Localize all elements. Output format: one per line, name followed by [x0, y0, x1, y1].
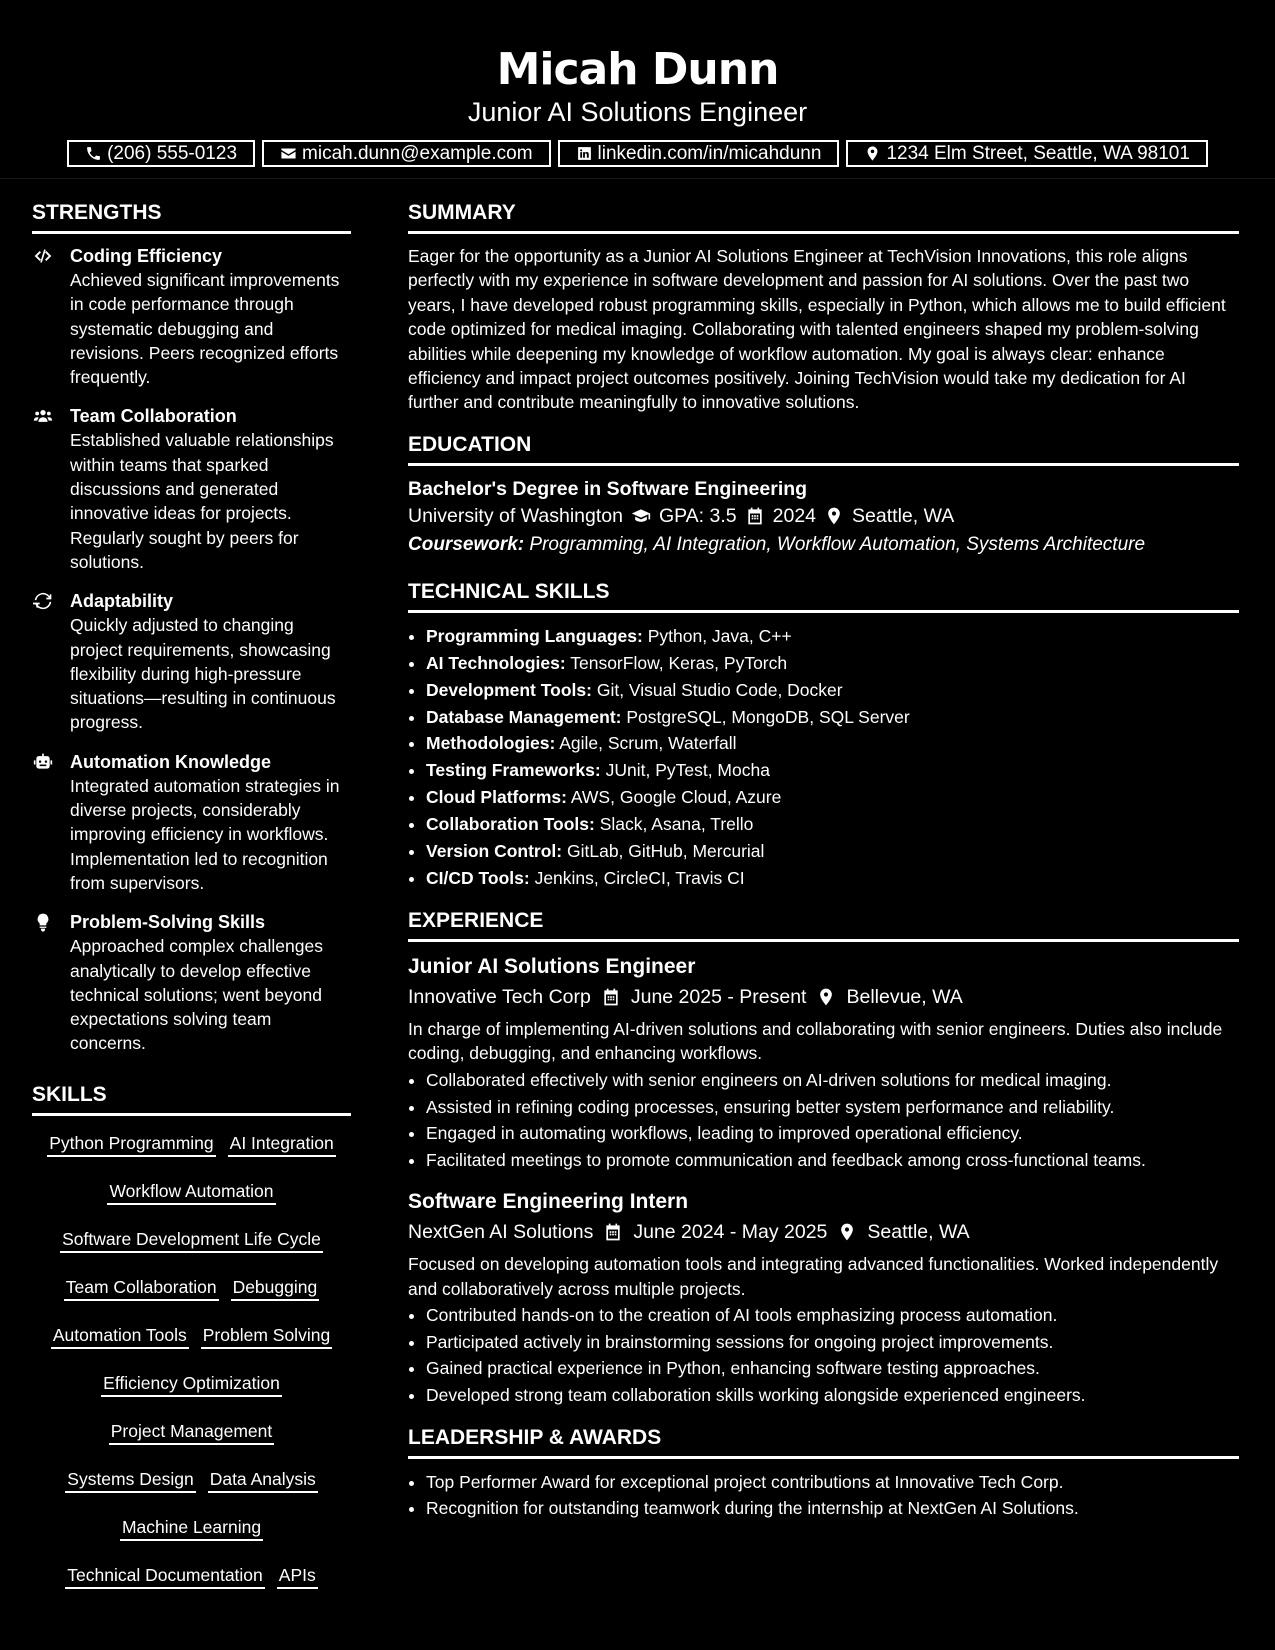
tech-skill-label: CI/CD Tools:: [426, 868, 530, 888]
contact-email-text: micah.dunn@example.com: [302, 142, 533, 164]
candidate-name: Micah Dunn: [496, 44, 779, 95]
list-item: • Gained practical experience in Python, enhancing software testing approaches.: [426, 1355, 1239, 1382]
list-item: • Contributed hands-on to the creation of AI tools emphasizing process automation.: [426, 1302, 1239, 1329]
school-location: Seattle, WA: [852, 504, 955, 527]
tech-skill-value: TensorFlow, Keras, PyTorch: [570, 652, 788, 673]
calendar-icon: [745, 506, 765, 526]
strength-text: Integrated automation strategies in diverse projects, considerably improving efficiency in workflows. Implementation led to recognition from supervisors.: [70, 775, 340, 893]
map-pin-icon: [837, 1222, 857, 1242]
skill-tag: APIs: [277, 1564, 318, 1589]
skill-tag: Python Programming: [47, 1132, 215, 1157]
gpa: GPA: 3.5: [658, 504, 737, 527]
technical-skills-list: [408, 623, 1239, 892]
users-icon: [32, 406, 54, 426]
strength-item: [32, 589, 351, 734]
technical-skills-heading: TECHNICAL SKILLS: [408, 577, 1239, 613]
strength-text: Approached complex challenges analytically to develop effective technical solutions; went beyond expectations solving team concerns.: [70, 936, 323, 1054]
code-icon: [32, 246, 54, 266]
skill-tag: Technical Documentation: [65, 1564, 265, 1589]
awards-list: [408, 1469, 1239, 1522]
tech-skill-label: AI Technologies:: [426, 652, 566, 673]
summary-text: Eager for the opportunity as a Junior AI Solutions Engineer at TechVision Innovations, this role aligns perfectly with my experience in software development and passion for AI solutions. Over the past two years, I have developed robust programming skills, especially in Python, which allows me to build efficient code optimized for medical imaging. Collaborating with talented engineers shaped my problem-solving abilities while deepening my knowledge of workflow automation. My goal is always clear: enhance efficiency and impact project outcomes positively. Joining TechVision would take my dedication for AI further and contribute meaningfully to innovative solutions.: [408, 246, 1226, 413]
list-item: [426, 757, 1239, 784]
skill-tag: Workflow Automation: [107, 1180, 275, 1205]
job-company: Innovative Tech Corp: [408, 985, 591, 1008]
strength-text: Established valuable relationships within teams that sparked discussions and generated innovative ideas for projects. Regularly sought by peers for solutions.: [70, 430, 334, 572]
job-dates: June 2024 - May 2025: [633, 1221, 828, 1244]
list-item: • Top Performer Award for exceptional project contributions at Innovative Tech Corp.: [426, 1469, 1239, 1496]
candidate-title: Junior AI Solutions Engineer: [467, 97, 808, 127]
tech-skill-value: Agile, Scrum, Waterfall: [559, 733, 737, 754]
lightbulb-icon: [32, 912, 54, 932]
job-description: In charge of implementing AI-driven solutions and collaborating with senior engineers. Duties also include coding, debugging, and enhancing workflows.: [408, 1018, 1223, 1064]
list-item: [426, 704, 1239, 731]
tech-skill-value: GitLab, GitHub, Mercurial: [567, 841, 765, 862]
skill-tag: AI Integration: [228, 1132, 336, 1157]
right-column: [408, 198, 1239, 1522]
list-item: • Developed strong team collaboration skills working alongside experienced engineers.: [426, 1382, 1239, 1409]
job-bullets: [408, 1302, 1239, 1408]
job-entry: [408, 1187, 1239, 1408]
tech-skill-label: Programming Languages:: [426, 625, 643, 646]
tech-skill-label: Version Control:: [426, 841, 563, 862]
contact-address-text: 1234 Elm Street, Seattle, WA 98101: [886, 142, 1190, 164]
job-meta: [408, 981, 1239, 1013]
list-item: [426, 650, 1239, 677]
robot-icon: [32, 752, 54, 772]
tech-skill-value: Git, Visual Studio Code, Docker: [596, 679, 843, 700]
list-item: • Participated actively in brainstorming sessions for ongoing project improvements.: [426, 1329, 1239, 1356]
job-dates: June 2025 - Present: [630, 985, 807, 1008]
skill-tag: Machine Learning: [120, 1516, 263, 1541]
list-item: • Collaborated effectively with senior engineers on AI-driven solutions for medical imaging.: [426, 1067, 1239, 1094]
list-item: [426, 677, 1239, 704]
calendar-icon: [603, 1222, 623, 1242]
calendar-icon: [601, 987, 621, 1007]
tech-skill-value: JUnit, PyTest, Mocha: [605, 760, 770, 781]
map-pin-icon: [816, 987, 836, 1007]
contact-bar: [0, 140, 1275, 167]
contact-phone-text: (206) 555-0123: [107, 142, 238, 164]
strength-item: [32, 404, 351, 574]
strength-text: Achieved significant improvements in code performance through systematic debugging and revisions. Peers recognized efforts frequently.: [70, 270, 340, 388]
map-pin-icon: [824, 506, 844, 526]
tech-skill-label: Cloud Platforms:: [426, 787, 567, 808]
list-item: • Engaged in automating workflows, leading to improved operational efficiency.: [426, 1120, 1239, 1147]
tech-skill-value: Slack, Asana, Trello: [599, 814, 754, 835]
strength-title: Problem-Solving Skills: [70, 912, 266, 933]
sync-icon: [32, 591, 54, 611]
list-item: • Recognition for outstanding teamwork during the internship at NextGen AI Solutions.: [426, 1495, 1239, 1522]
contact-linkedin-text: linkedin.com/in/micahdunn: [597, 142, 822, 164]
degree-title: Bachelor's Degree in Software Engineering: [408, 477, 808, 500]
coursework: [408, 530, 1239, 560]
experience-heading: EXPERIENCE: [408, 906, 1239, 942]
linkedin-icon: [576, 145, 593, 162]
tech-skill-label: Development Tools:: [426, 679, 592, 700]
contact-phone[interactable]: [67, 140, 255, 167]
list-item: • Facilitated meetings to promote communication and feedback among cross-functional teams.: [426, 1147, 1239, 1174]
list-item: [426, 730, 1239, 757]
coursework-label: Coursework:: [408, 533, 525, 555]
list-item: [426, 865, 1239, 892]
list-item: [426, 838, 1239, 865]
skill-tag: Efficiency Optimization: [101, 1372, 282, 1397]
tech-skill-label: Collaboration Tools:: [426, 814, 595, 835]
job-company: NextGen AI Solutions: [408, 1221, 594, 1244]
skills-heading: SKILLS: [32, 1080, 351, 1116]
contact-linkedin[interactable]: [558, 140, 840, 167]
strength-item: [32, 750, 351, 895]
tech-skill-value: PostgreSQL, MongoDB, SQL Server: [626, 706, 910, 727]
tech-skill-value: Python, Java, C++: [647, 625, 792, 646]
envelope-icon: [280, 145, 297, 162]
tech-skill-value: Jenkins, CircleCI, Travis CI: [534, 868, 745, 888]
phone-icon: [85, 145, 102, 162]
job-description: Focused on developing automation tools and integrating advanced functionalities. Worked independently and collaboratively across multiple projects.: [408, 1254, 1219, 1299]
strength-item: [32, 910, 351, 1055]
strength-title: Team Collaboration: [70, 406, 237, 427]
strength-title: Adaptability: [70, 591, 174, 612]
job-entry: [408, 952, 1239, 1173]
map-pin-icon: [864, 145, 881, 162]
job-bullets: [408, 1067, 1239, 1173]
skill-tag: Data Analysis: [208, 1468, 318, 1493]
skill-tag: Team Collaboration: [64, 1276, 219, 1301]
skill-tag: Project Management: [109, 1420, 274, 1445]
job-location: Seattle, WA: [867, 1221, 970, 1244]
strengths-heading: STRENGTHS: [32, 198, 351, 234]
tech-skill-label: Methodologies:: [426, 733, 556, 754]
graduation-year: 2024: [772, 504, 817, 527]
tech-skill-label: Testing Frameworks:: [426, 760, 601, 781]
skill-tag: Problem Solving: [201, 1324, 332, 1349]
job-role: Software Engineering Intern: [408, 1190, 689, 1214]
school-name: University of Washington: [408, 504, 623, 527]
list-item: [426, 811, 1239, 838]
summary-heading: SUMMARY: [408, 198, 1239, 234]
list-item: [426, 784, 1239, 811]
skill-tag: Debugging: [231, 1276, 320, 1301]
education-details: [408, 502, 1239, 530]
list-item: • Assisted in refining coding processes, ensuring better system performance and reliability.: [426, 1094, 1239, 1121]
skill-tag: Systems Design: [65, 1468, 195, 1493]
list-item: [426, 623, 1239, 650]
awards-heading: LEADERSHIP & AWARDS: [408, 1423, 1239, 1459]
education-heading: EDUCATION: [408, 430, 1239, 466]
skills-list: [32, 1126, 351, 1606]
skill-tag: Automation Tools: [51, 1324, 189, 1349]
strength-text: Quickly adjusted to changing project requirements, showcasing flexibility during high-pressure situations—resulting in continuous progress.: [70, 615, 336, 733]
job-location: Bellevue, WA: [846, 985, 963, 1008]
tech-skill-value: AWS, Google Cloud, Azure: [570, 787, 782, 808]
skill-tag: Software Development Life Cycle: [60, 1228, 323, 1253]
resume-header: [0, 0, 1275, 179]
contact-email[interactable]: [262, 140, 551, 167]
graduation-cap-icon: [631, 506, 651, 526]
job-role: Junior AI Solutions Engineer: [408, 954, 696, 978]
contact-address[interactable]: [846, 140, 1207, 167]
strength-title: Automation Knowledge: [70, 751, 271, 772]
tech-skill-label: Database Management:: [426, 706, 622, 727]
left-column: [32, 198, 351, 1606]
coursework-list: Programming, AI Integration, Workflow Automation, Systems Architecture: [529, 533, 1146, 555]
strength-item: [32, 244, 351, 389]
job-meta: [408, 1216, 1239, 1248]
strength-title: Coding Efficiency: [70, 246, 223, 266]
